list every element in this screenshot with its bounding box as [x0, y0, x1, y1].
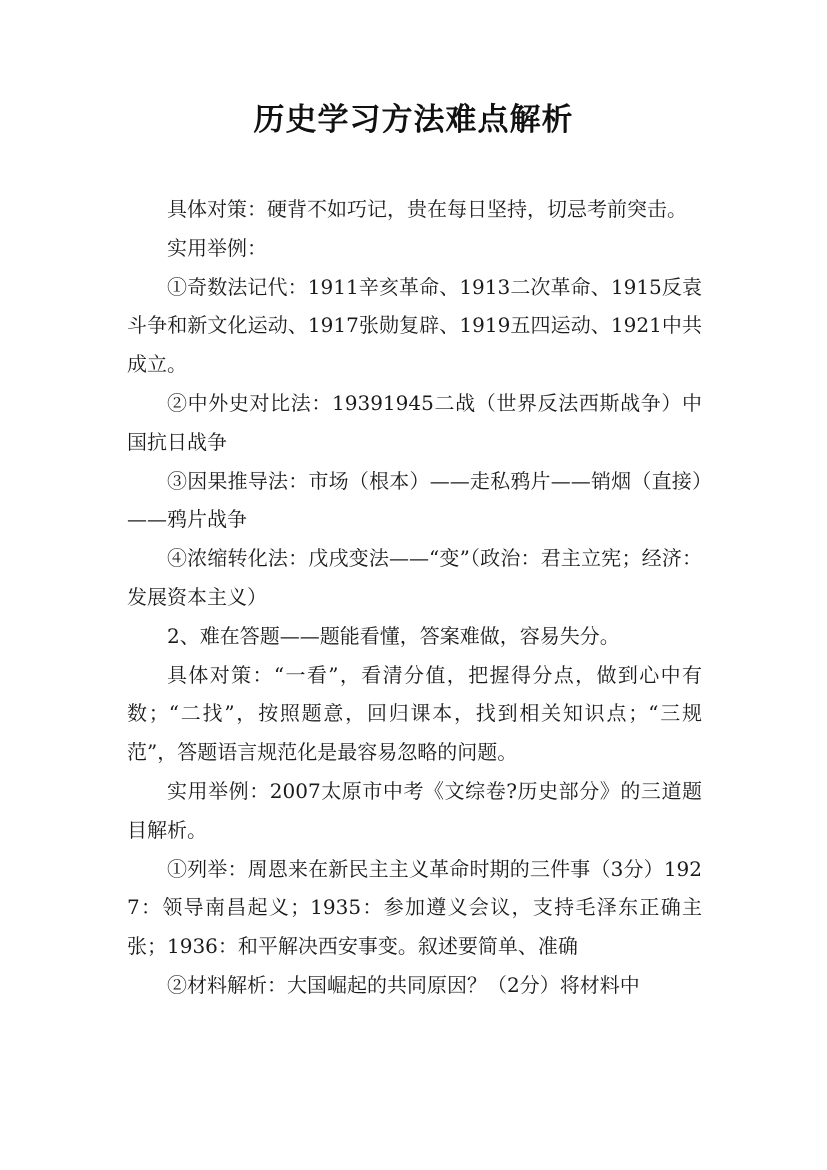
- paragraph-answer-example: 实用举例：2007太原市中考《文综卷?历史部分》的三道题目解析。: [127, 778, 702, 842]
- paragraph-examples-heading: 实用举例：: [167, 235, 267, 260]
- paragraph-listing-question: ①列举：周恩来在新民主主义革命时期的三件事（3分）1927：领导南昌起义；1935：参加遵义会议，支持毛泽东正确主张；1936：和平解决西安事变。叙述要简单、准确: [127, 856, 702, 959]
- paragraph-answer-strategy: 具体对策：“一看”，看清分值，把握得分点，做到心中有数；“二找”，按照题意，回归课本，找到相关知识点；“三规范”，答题语言规范化是最容易忽略的问题。: [127, 662, 702, 765]
- paragraph-comparison-method: ②中外史对比法：19391945二战（世界反法西斯战争）中国抗日战争: [127, 390, 702, 454]
- document-title: 历史学习方法难点解析: [253, 102, 574, 138]
- document-body: [127, 190, 702, 1005]
- paragraph-cause-effect-method: ③因果推导法：市场（根本）——走私鸦片——销烟（直接）——鸦片战争: [127, 468, 702, 532]
- paragraph-odd-number-method: ①奇数法记代：1911辛亥革命、1913二次革命、1915反袁斗争和新文化运动、1917张勋复辟、1919五四运动、1921中共成立。: [127, 274, 702, 377]
- paragraph-strategy: 具体对策：硬背不如巧记，贵在每日坚持，切忌考前突击。: [167, 197, 687, 221]
- paragraph-condensation-method: ④浓缩转化法：戊戌变法——“变”（政治：君主立宪；经济：发展资本主义）: [127, 546, 702, 609]
- paragraph-material-question: ②材料解析：大国崛起的共同原因？（2分）将材料中: [167, 972, 640, 997]
- paragraph-section-2-heading: 2、难在答题——题能看懂，答案难做，容易失分。: [167, 623, 620, 648]
